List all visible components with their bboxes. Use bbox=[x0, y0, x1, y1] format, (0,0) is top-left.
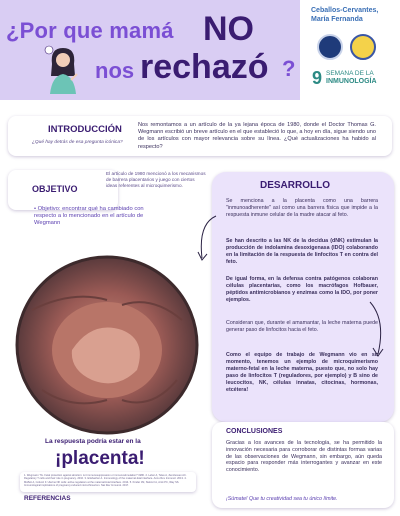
title-part-2: nos bbox=[95, 58, 135, 83]
woman-illustration bbox=[44, 44, 82, 94]
semana-number: 9 bbox=[312, 68, 323, 88]
desarrollo-paragraph-1: Se menciona a la placenta como una barrera "inmunoadherente" así como una barrera física que impide a la respuesta inmune celular de la madre atacar al feto. bbox=[226, 198, 378, 218]
placenta-headline: ¡placenta! bbox=[55, 448, 145, 469]
desarrollo-paragraph-2: Se han descrito a las NK de la decidua (dNK) estimulan la producción de indolamina desoxigenasa (IDO) colaborando en la limitación de la respuesta de linfocitos T en contra del feto. bbox=[226, 238, 378, 265]
objetivo-bullet: • Objetivo: encontrar qué ha cambiado con respecto a lo mencionado en el artículo de Wegmann bbox=[34, 206, 144, 227]
authors: Ceballos-Cervantes, María Fernanda bbox=[311, 7, 379, 23]
introduccion-box bbox=[8, 116, 392, 156]
referencias-heading: REFERENCIAS bbox=[24, 495, 71, 502]
conclusiones-text: Gracias a los avances de la tecnología, se ha permitido la innovación necesaria para corroborar de distintas formas varias de las observaciones de Wegmann, sin embargo, aún queda espacio para responder más interrogantes y avanzar en este conocimiento. bbox=[226, 440, 382, 474]
placenta-illustration bbox=[12, 250, 202, 440]
desarrollo-paragraph-5: Como el equipo de trabajo de Wegmann vio en su momento, tenemos un ejemplo de microquimerismo materno-fetal en la leche materna, puesto que, no solo hay paso de linfocitos T (reguladores, por ejemplo) y B sino de leucocitos, NK, células innatas, citocinas, hormonas, etcétera! bbox=[226, 352, 378, 393]
objetivo-context: El artículo de 1980 mencionó a los mecanismos de barrera placentarios y juego con ciertos ideas referentes al microquimerismo. bbox=[106, 171, 206, 188]
objetivo-bullet-text: Objetivo: encontrar qué ha cambiado con respecto a lo mencionado en el artículo de Wegmann bbox=[34, 206, 144, 227]
arrow-right-icon bbox=[366, 300, 388, 360]
introduccion-subheading: ¿Qué hay detrás de esa pregunta icónica? bbox=[32, 140, 123, 145]
desarrollo-box bbox=[212, 172, 394, 422]
desarrollo-paragraph-4: Consideran que, durante el amamantar, la leche materna puede generar paso de linfocitos hacia el feto. bbox=[226, 320, 378, 333]
objetivo-card bbox=[8, 170, 118, 210]
faculty-seal-logo bbox=[350, 34, 376, 60]
header bbox=[0, 0, 400, 100]
desarrollo-paragraph-3: De igual forma, en la defensa contra patógenos colaboran células placentarias, como los macrófagos Hofbauer, péptidos antimicrobianos y enzimas como la IDO, por poner ejemplos. bbox=[226, 276, 378, 303]
placenta-caption: La respuesta podría estar en la bbox=[45, 438, 141, 445]
university-seal-logo bbox=[317, 34, 343, 60]
referencias-box bbox=[20, 472, 196, 492]
conclusiones-closing: ¡Súmate! Que tu creatividad sea tu único límite. bbox=[226, 496, 338, 502]
title-part-1: ¿Por que mamá bbox=[6, 18, 174, 43]
conclusiones-heading: CONCLUSIONES bbox=[226, 428, 283, 435]
semana-inmunologia-logo bbox=[312, 68, 396, 90]
introduccion-text: Nos remontamos a un artículo de la ya lejana época de 1980, donde el Doctor Thomas G. Wegmann escribió un breve artículo en el que estableció lo que, a hoy en día, sigue siendo uno de los artículos con mayor relevancia sobre su línea. ¿Qué actualizaciones ha habido al respecto? bbox=[138, 122, 376, 150]
title-no: NO bbox=[203, 10, 254, 48]
introduccion-heading: INTRODUCCIÓN bbox=[48, 124, 122, 135]
desarrollo-heading: DESARROLLO bbox=[260, 180, 330, 191]
arrow-left-icon bbox=[196, 214, 218, 264]
semana-line-2: INMUNOLOGÍA bbox=[326, 78, 377, 85]
title-question-mark: ? bbox=[282, 56, 296, 81]
semana-line-1: SEMANA DE LA bbox=[326, 70, 374, 77]
referencias-text: 1. Wegmann TG. Fetal protection against abortion: is it immunosuppression or immunostimulation? 1980. 2. Leber A, Teles A, Zenclussen AC. Regulatory T cells and their role in pregnancy. 2010. 3. Erlebacher A. Immunology of the maternal-fetal interface. Annu Rev Immunol. 2013. 4. Moffett A, Colucci F. Uterine NK cells: active regulators at the maternal-fetal interface. 2014. 5. Kinder JM, Stelzer IA, Arck PC, Way SS. Immunological implications of pregnancy-induced microchimerism. Nat Rev Immunol. 2017. bbox=[24, 474, 187, 488]
title-part-3: rechazó bbox=[140, 48, 269, 86]
conclusiones-box bbox=[212, 422, 394, 508]
objetivo-heading: OBJETIVO bbox=[32, 184, 78, 194]
